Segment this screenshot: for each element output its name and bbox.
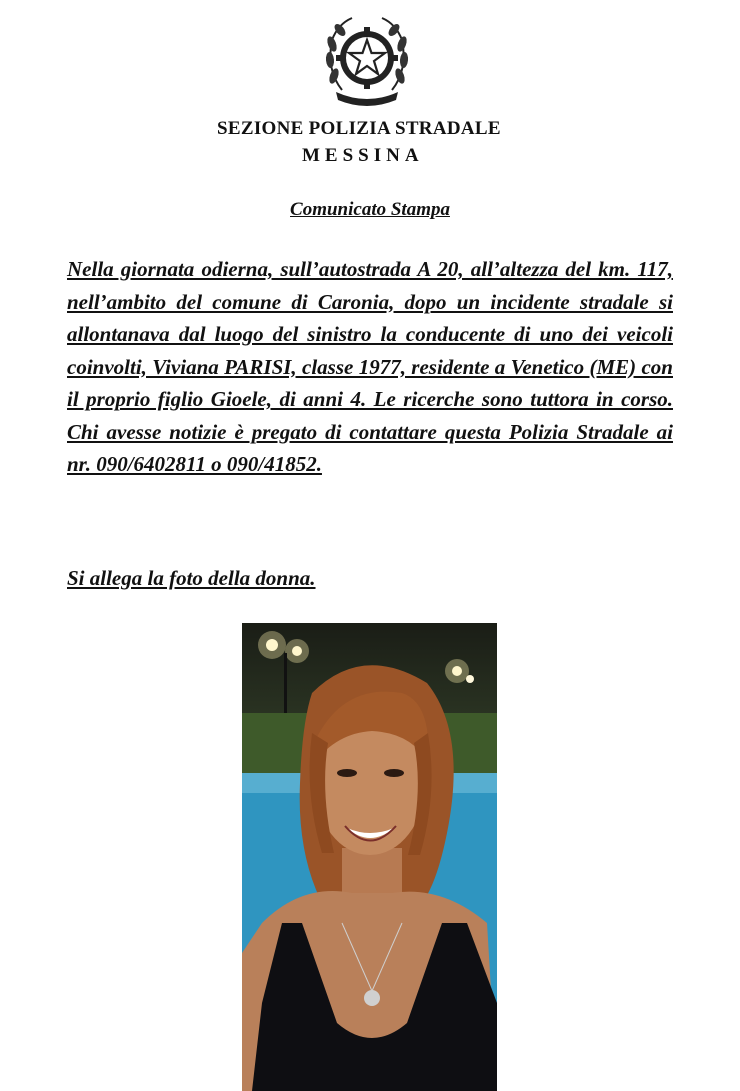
- woman-photo: [242, 623, 497, 1091]
- attachment-note: Si allega la foto della donna.: [67, 566, 316, 590]
- header-city: MESSINA: [302, 145, 424, 166]
- header-section-title: SEZIONE POLIZIA STRADALE: [217, 118, 501, 139]
- republic-emblem-icon: [320, 10, 414, 110]
- document-title: Comunicato Stampa: [290, 199, 450, 220]
- press-release-body: Nella giornata odierna, sull’autostrada A 20, all’altezza del km. 117, nell’ambito del comune di Caronia, dopo un incidente stradale si allontanava dal luogo del sinistro la conducente di uno dei veicoli coinvolti, Viviana PARISI, classe 1977, residente a Venetico (ME) con il proprio figlio Gioele, di anni 4. Le ricerche sono tuttora in corso. Chi avesse notizie è pregato di contattare questa Polizia Stradale ai nr. 090/6402811 o 090/41852.: [67, 257, 673, 476]
